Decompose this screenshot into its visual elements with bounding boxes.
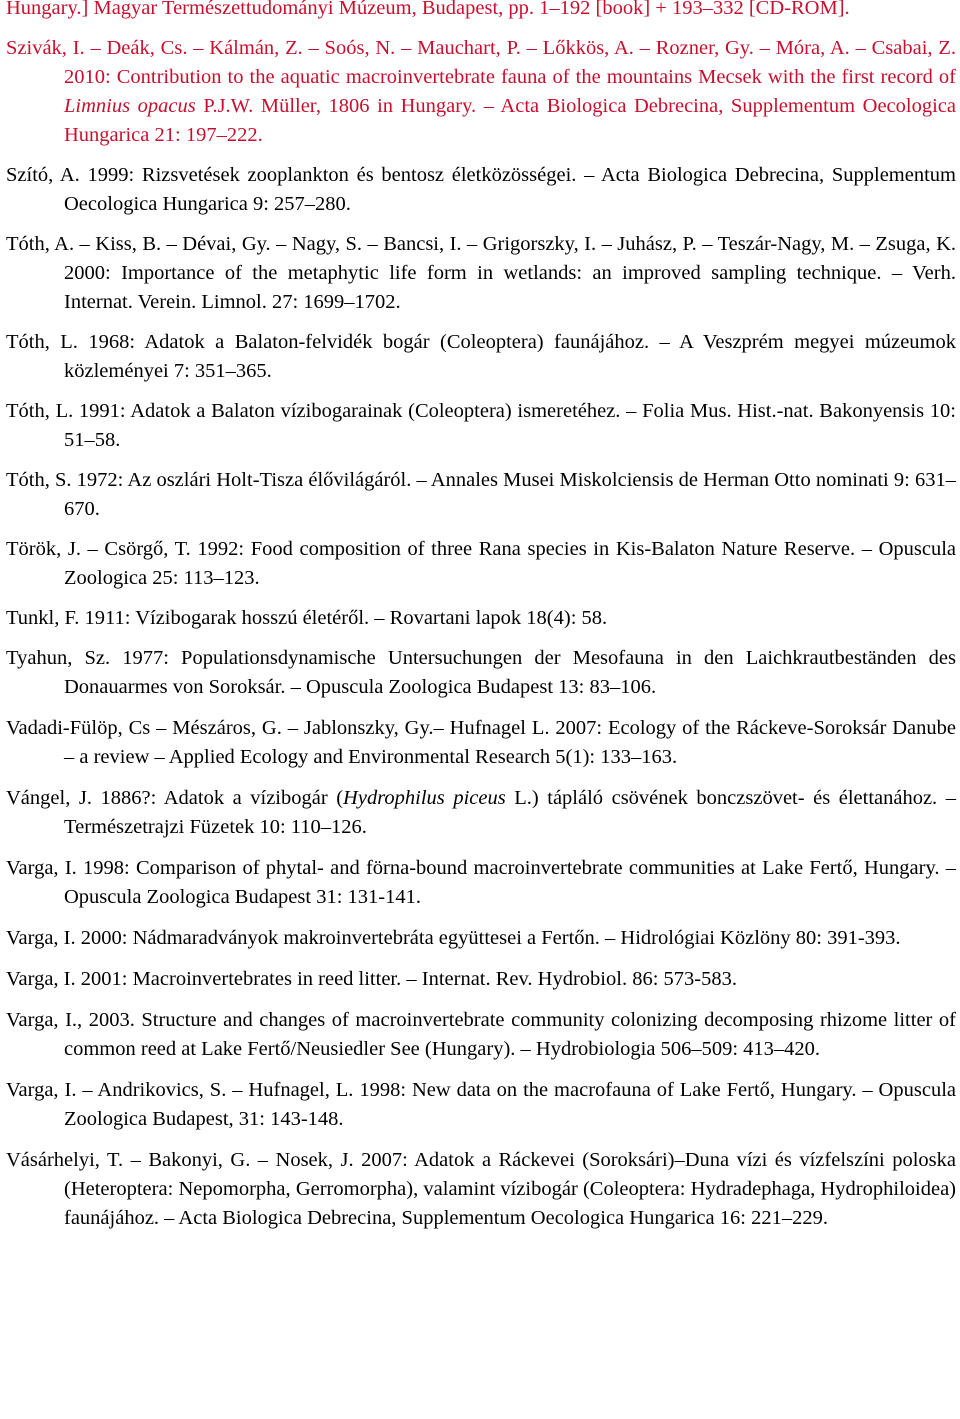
reference-segment: Vángel, J. 1886?: Adatok a vízibogár ( — [6, 787, 344, 809]
reference-entry: Varga, I. – Andrikovics, S. – Hufnagel, L. 1998: New data on the macrofauna of Lake Fertő, Hungary. – Opuscula Zoologica Budapest, 31: 143-148. — [6, 1079, 956, 1130]
reference-entry — [6, 784, 956, 842]
reference-entry: Tóth, L. 1991: Adatok a Balaton vízibogarainak (Coleoptera) ismeretéhez. – Folia Mus. Hist.-nat. Bakonyensis 10: 51–58. — [6, 400, 956, 451]
reference-entry: Varga, I. 2000: Nádmaradványok makroinvertebráta együttesei a Fertőn. – Hidrológiai Közlöny 80: 391-393. — [6, 927, 901, 949]
reference-entry: Varga, I., 2003. Structure and changes of macroinvertebrate community colonizing decomposing rhizome litter of common reed at Lake Fertő/Neusiedler See (Hungary). – Hydrobiologia 506–509: 413–420. — [6, 1009, 956, 1060]
reference-entry: Varga, I. 1998: Comparison of phytal- and förna-bound macroinvertebrate communities at Lake Fertő, Hungary. – Opuscula Zoologica Budapest 31: 131-141. — [6, 857, 956, 908]
reference-segment: L.) tápláló csövének bonczszövet- és élettanához. – Természetrajzi Füzetek 10: 110–126. — [64, 787, 956, 838]
reference-entry: Vásárhelyi, T. – Bakonyi, G. – Nosek, J. 2007: Adatok a Ráckevei (Soroksári)–Duna vízi és vízfelszíni poloska (Heteroptera: Nepomorpha, Gerromorpha), valamint vízibogár (Coleoptera: Hydradephaga, Hydrophiloidea) faunájához. – Acta Biologica Debrecina, Supplementum Oecologica Hungarica 16: 221–229. — [6, 1149, 956, 1229]
reference-list — [6, 0, 956, 1233]
reference-entry: Tunkl, F. 1911: Vízibogarak hosszú életéről. – Rovartani lapok 18(4): 58. — [6, 607, 608, 629]
reference-entry: Tóth, L. 1968: Adatok a Balaton-felvidék bogár (Coleoptera) faunájához. – A Veszprém megyei múzeumok közleményei 7: 351–365. — [6, 331, 956, 382]
reference-entry: Vadadi-Fülöp, Cs – Mészáros, G. – Jablonszky, Gy.– Hufnagel L. 2007: Ecology of the Ráckeve-Soroksár Danube – a review – Applied Ecology and Environmental Research 5(1): 133–163. — [6, 717, 956, 768]
reference-entry — [6, 34, 956, 150]
reference-entry: Tóth, A. – Kiss, B. – Dévai, Gy. – Nagy, S. – Bancsi, I. – Grigorszky, I. – Juhász, P. – Teszár-Nagy, M. – Zsuga, K. 2000: Importance of the metaphytic life form in wetlands: an improved sampling technique. – Verh. Internat. Verein. Limnol. 27: 1699–1702. — [6, 233, 956, 313]
reference-entry: Hungary.] Magyar Természettudományi Múzeum, Budapest, pp. 1–192 [book] + 193–332 [CD-ROM]. — [6, 0, 850, 19]
reference-entry: Török, J. – Csörgő, T. 1992: Food composition of three Rana species in Kis-Balaton Nature Reserve. – Opuscula Zoologica 25: 113–123. — [6, 538, 956, 589]
reference-red-segment: P.J.W. Müller, 1806 in Hungary. – Acta Biologica Debrecina, Supplementum Oecologica Hungarica 21: 197–222. — [64, 95, 956, 146]
reference-entry: Tyahun, Sz. 1977: Populationsdynamische Untersuchungen der Mesofauna in den Laichkrautbeständen des Donauarmes von Soroksár. – Opuscula Zoologica Budapest 13: 83–106. — [6, 647, 956, 698]
reference-italic-taxon: Hydrophilus piceus — [343, 787, 506, 809]
reference-entry: Tóth, S. 1972: Az oszlári Holt-Tisza élővilágáról. – Annales Musei Miskolciensis de Herman Otto nominati 9: 631–670. — [6, 469, 956, 520]
reference-red-segment: Szivák, I. – Deák, Cs. – Kálmán, Z. – Soós, N. – Mauchart, P. – Lőkkös, A. – Rozner, Gy. – Móra, A. – Csabai, Z. 2010: Contribution to the aquatic macroinvertebrate fauna of the mountains Mecsek with the first record of — [6, 37, 956, 88]
reference-italic-taxon: Limnius opacus — [64, 95, 196, 117]
reference-entry: Szító, A. 1999: Rizsvetések zooplankton és bentosz életközösségei. – Acta Biologica Debrecina, Supplementum Oecologica Hungarica 9: 257–280. — [6, 164, 956, 215]
reference-entry: Varga, I. 2001: Macroinvertebrates in reed litter. – Internat. Rev. Hydrobiol. 86: 573-583. — [6, 968, 737, 990]
